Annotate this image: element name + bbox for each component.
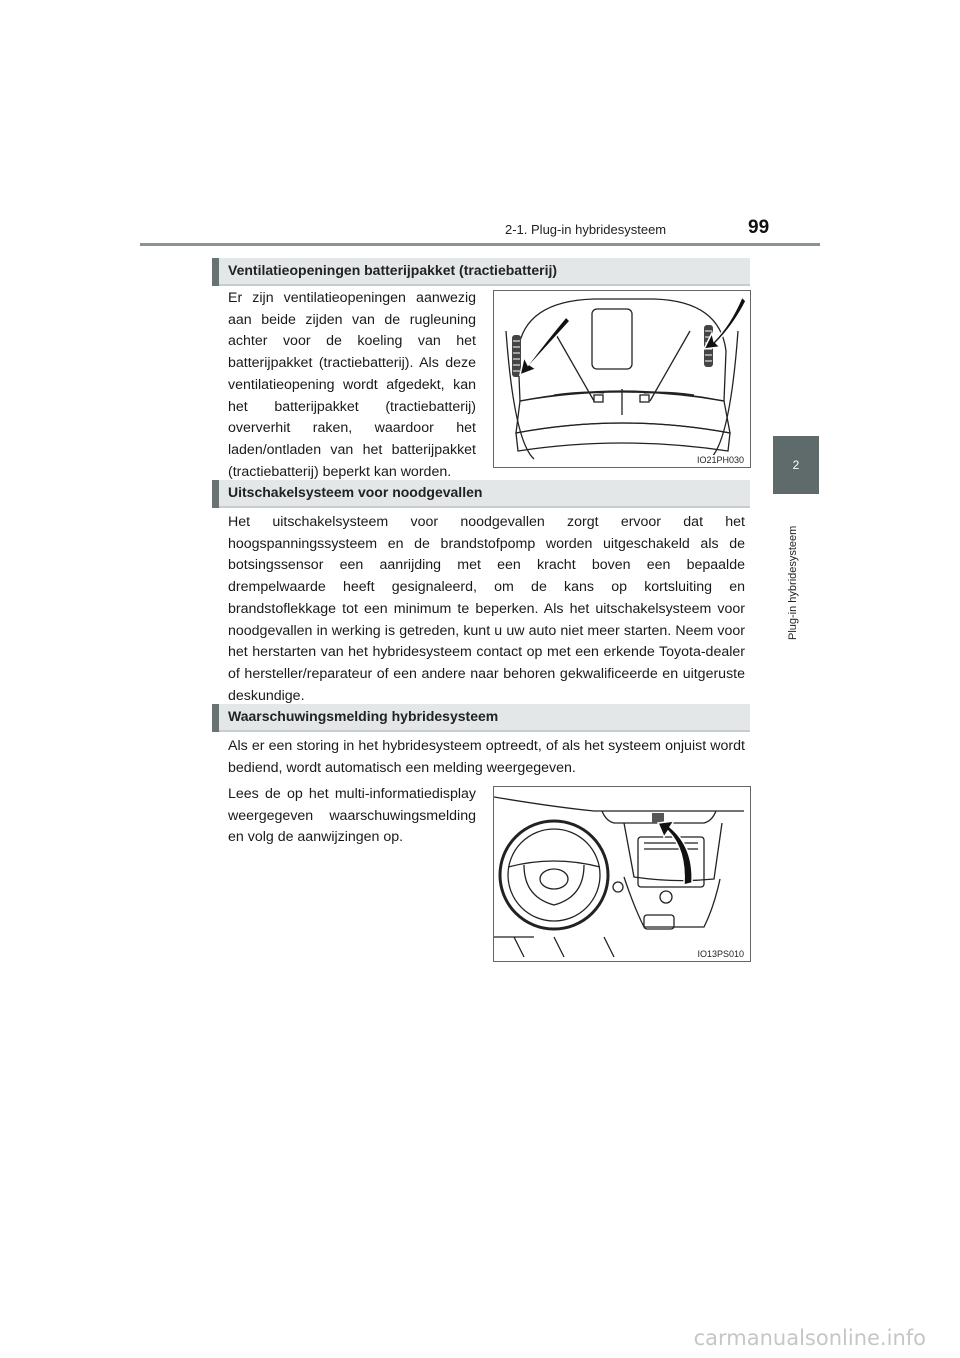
running-header-section: 2-1. Plug-in hybridesysteem	[505, 222, 667, 237]
section-heading-text: Uitschakelsysteem voor noodgevallen	[228, 484, 483, 500]
dashboard-figure	[493, 786, 751, 962]
figure-code: IO13PS010	[697, 949, 744, 959]
heading-marker	[212, 704, 219, 732]
section-heading-text: Waarschuwingsmelding hybridesysteem	[228, 708, 499, 724]
heading-marker	[212, 258, 219, 286]
chapter-tab-title-container	[784, 505, 804, 645]
warning-instruction-paragraph: Lees de op het multi-informatiedisplay weergegeven waarschuwingsmelding en volg de aanwijzingen op.	[228, 786, 476, 846]
rear-seat-vents-figure	[493, 290, 751, 468]
pointer-arrow-icon	[658, 821, 692, 885]
rear-seat-illustration	[494, 291, 750, 467]
page-number: 99	[748, 217, 770, 238]
warning-message-paragraph: Als er een storing in het hybridesysteem optreedt, of als het systeem onjuist wordt bediend, wordt automatisch een melding weergegeven.	[228, 738, 745, 776]
section-heading-vents	[212, 258, 750, 286]
heading-marker	[212, 480, 219, 508]
multi-information-display	[652, 813, 664, 823]
section-heading-emergency-shutoff	[212, 480, 750, 508]
section-heading-warning-message	[212, 704, 750, 732]
vents-paragraph: Er zijn ventilatieopeningen aanwezig aan beide zijden van de rugleuning achter voor de koeling van het batterijpakket (tractiebatterij). Als deze ventilatieopening wordt afgedekt, kan het batterijpakket (tractiebatterij) oververhit raken, waardoor het laden/ontladen van het batterijpakket (tractiebatterij) beperkt kan worden.	[228, 290, 476, 480]
section-heading-text: Ventilatieopeningen batterijpakket (tractiebatterij)	[228, 262, 558, 278]
figure-code: IO21PH030	[696, 455, 744, 465]
chapter-tab-number: 2	[773, 436, 819, 494]
dashboard-illustration	[494, 787, 750, 961]
header-rule	[140, 243, 820, 246]
emergency-shutoff-paragraph: Het uitschakelsysteem voor noodgevallen zorgt ervoor dat het hoogspanningssysteem en de brandstofpomp worden uitgeschakeld als de botsingssensor een aanrijding met een kracht boven een bepaalde drempelwaarde heeft gesignaleerd, om de kans op kortsluiting en brandstoflekkage tot een minimum te beperken. Als het uitschakelsysteem voor noodgevallen in werking is getreden, kunt u uw auto niet meer starten. Neem voor het herstarten van het hybridesysteem contact op met een erkende Toyota-dealer of hersteller/reparateur of een andere naar behoren gekwalificeerde en uitgeruste deskundige.	[228, 514, 745, 704]
chapter-tab-title: Plug-in hybridesysteem	[787, 525, 799, 640]
watermark: carmanualsonline.info	[693, 1326, 926, 1350]
